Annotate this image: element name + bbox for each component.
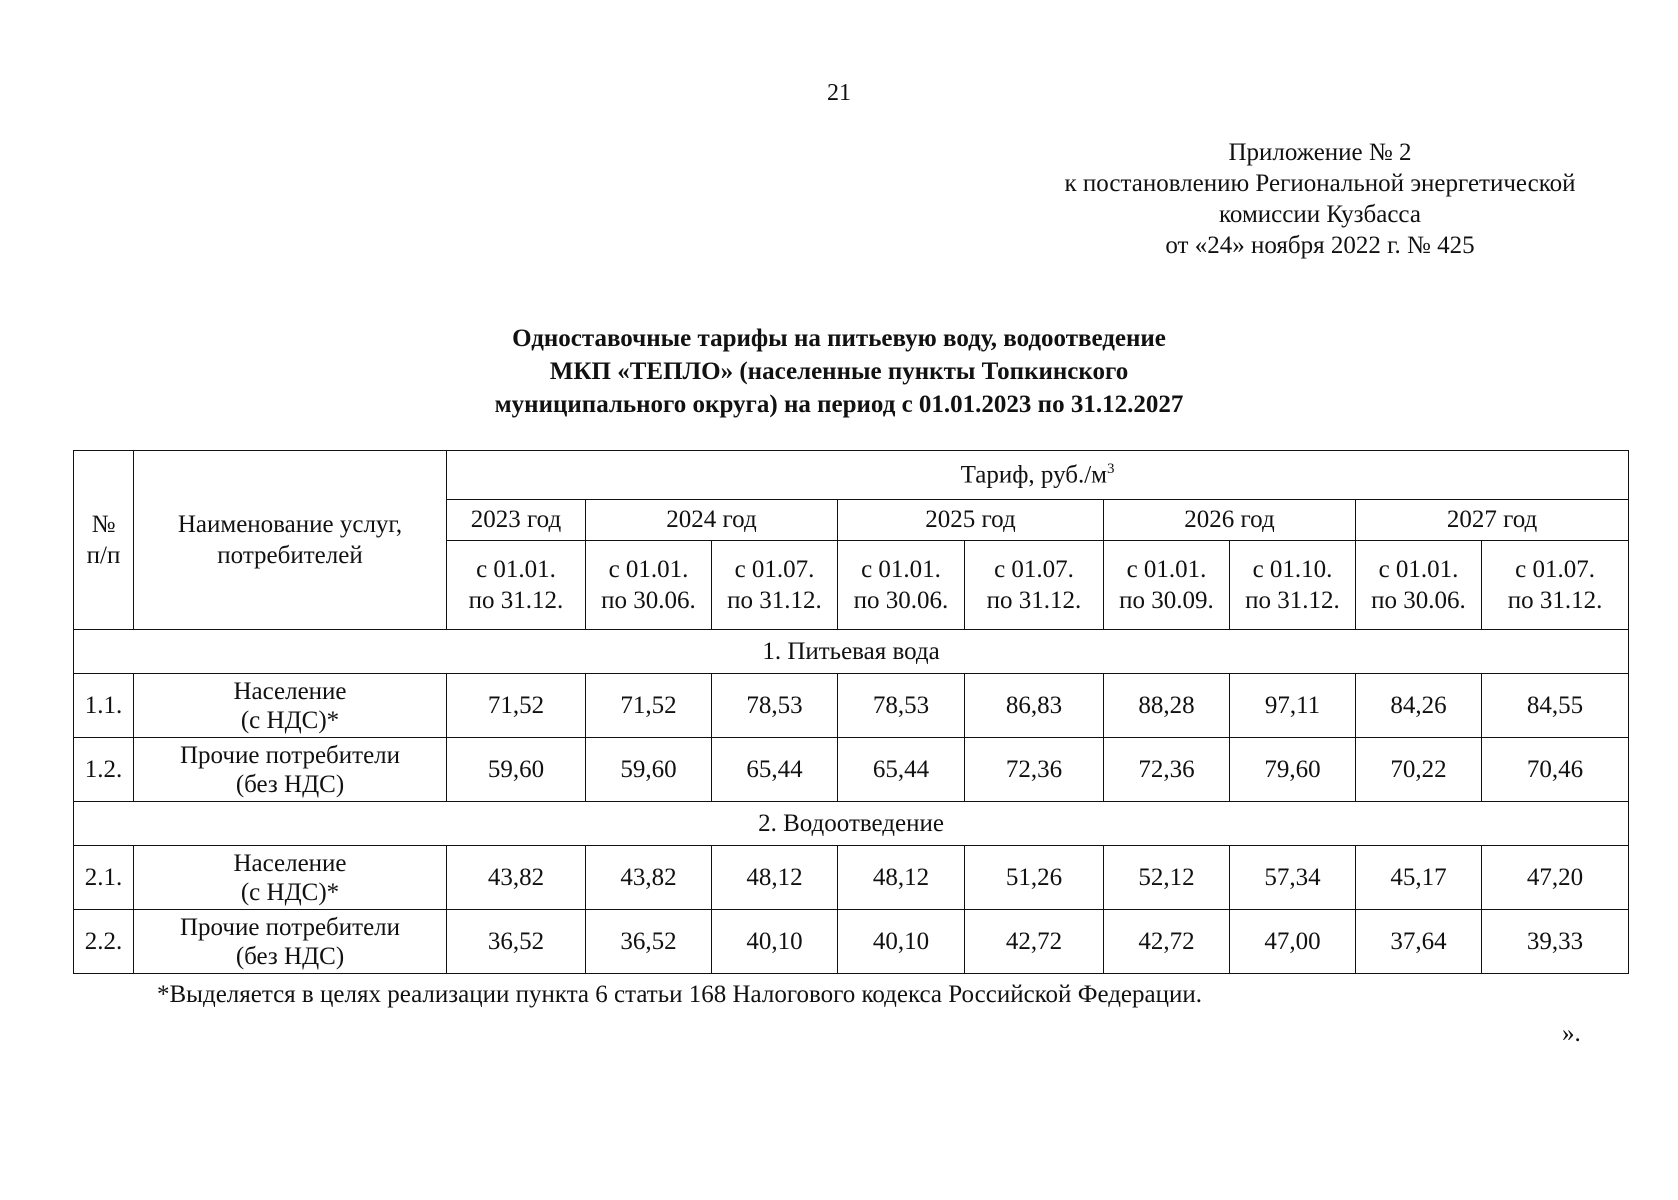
period-from: с 01.01. bbox=[861, 556, 941, 583]
tariff-value: 79,60 bbox=[1230, 738, 1356, 802]
tariff-value: 51,26 bbox=[965, 846, 1104, 910]
header-tariff bbox=[447, 451, 1629, 500]
tariff-value: 52,12 bbox=[1104, 846, 1230, 910]
header-period bbox=[1230, 541, 1356, 630]
period-to: по 31.12. bbox=[468, 587, 564, 614]
tariff-value: 48,12 bbox=[712, 846, 838, 910]
tariff-value: 59,60 bbox=[586, 738, 712, 802]
document-title bbox=[0, 322, 1678, 421]
tariff-value: 84,26 bbox=[1356, 674, 1482, 738]
table-row bbox=[74, 910, 1629, 974]
appendix-line-3: комиссии Кузбасса bbox=[1219, 201, 1421, 228]
tariff-value: 97,11 bbox=[1230, 674, 1356, 738]
period-to: по 30.09. bbox=[1119, 587, 1214, 614]
header-year: 2023 год bbox=[447, 500, 586, 541]
period-from: с 01.01. bbox=[1126, 556, 1207, 583]
tariff-value: 71,52 bbox=[586, 674, 712, 738]
period-to: по 31.12. bbox=[1507, 587, 1603, 614]
header-period bbox=[586, 541, 712, 630]
tariff-value: 48,12 bbox=[838, 846, 965, 910]
tariff-value: 86,83 bbox=[965, 674, 1104, 738]
table-row bbox=[74, 674, 1629, 738]
header-period bbox=[1356, 541, 1482, 630]
title-line-1: Одноставочные тарифы на питьевую воду, водоотведение bbox=[512, 325, 1166, 352]
tariff-value: 70,46 bbox=[1482, 738, 1629, 802]
table-row bbox=[74, 738, 1629, 802]
title-line-2: МКП «ТЕПЛО» (населенные пункты Топкинского bbox=[549, 358, 1129, 385]
row-name-line-1: Прочие потребители bbox=[179, 913, 401, 941]
period-to: по 31.12. bbox=[727, 587, 822, 614]
period-from: с 01.01. bbox=[476, 556, 556, 583]
header-period bbox=[1104, 541, 1230, 630]
period-to: по 31.12. bbox=[1245, 587, 1340, 614]
row-number: 2.1. bbox=[74, 846, 134, 910]
page-number: 21 bbox=[827, 80, 851, 106]
header-period bbox=[838, 541, 965, 630]
row-name-line-2: (без НДС) bbox=[235, 770, 345, 798]
closing-quote: ». bbox=[1562, 1020, 1581, 1047]
tariff-table bbox=[73, 450, 1629, 974]
header-year: 2024 год bbox=[586, 500, 838, 541]
header-period bbox=[712, 541, 838, 630]
tariff-value: 39,33 bbox=[1482, 910, 1629, 974]
tariff-value: 47,00 bbox=[1230, 910, 1356, 974]
row-name-line-2: (с НДС)* bbox=[240, 706, 340, 734]
tariff-value: 72,36 bbox=[1104, 738, 1230, 802]
section-title: 1. Питьевая вода bbox=[74, 630, 1629, 674]
header-tariff-sup: 3 bbox=[1106, 460, 1115, 477]
period-from: с 01.10. bbox=[1252, 556, 1333, 583]
tariff-value: 70,22 bbox=[1356, 738, 1482, 802]
row-name bbox=[134, 738, 447, 802]
tariff-value: 37,64 bbox=[1356, 910, 1482, 974]
header-num-line-1: № bbox=[91, 511, 116, 538]
row-name-line-1: Население bbox=[233, 677, 347, 705]
header-name-line-2: потребителей bbox=[217, 542, 363, 569]
row-name-line-1: Население bbox=[233, 849, 347, 877]
header-period bbox=[1482, 541, 1629, 630]
table-row bbox=[74, 846, 1629, 910]
period-from: с 01.07. bbox=[1515, 556, 1595, 583]
tariff-value: 43,82 bbox=[586, 846, 712, 910]
tariff-value: 72,36 bbox=[965, 738, 1104, 802]
period-to: по 30.06. bbox=[1371, 587, 1466, 614]
period-to: по 30.06. bbox=[601, 587, 696, 614]
header-year: 2025 год bbox=[838, 500, 1104, 541]
row-name-line-1: Прочие потребители bbox=[179, 741, 401, 769]
header-tariff-text: Тариф, руб./м bbox=[960, 461, 1107, 489]
header-name bbox=[134, 451, 447, 630]
row-name-line-2: (с НДС)* bbox=[240, 878, 340, 906]
period-from: с 01.01. bbox=[608, 556, 689, 583]
period-from: с 01.01. bbox=[1378, 556, 1459, 583]
header-period bbox=[965, 541, 1104, 630]
tariff-value: 45,17 bbox=[1356, 846, 1482, 910]
header-num-line-2: п/п bbox=[86, 542, 121, 569]
period-from: с 01.07. bbox=[734, 556, 815, 583]
period-to: по 31.12. bbox=[986, 587, 1082, 614]
row-name-line-2: (без НДС) bbox=[235, 942, 345, 970]
section-title: 2. Водоотведение bbox=[74, 802, 1629, 846]
tariff-value: 65,44 bbox=[838, 738, 965, 802]
title-line-3: муниципального округа) на период с 01.01.2023 по 31.12.2027 bbox=[494, 391, 1184, 418]
tariff-value: 78,53 bbox=[838, 674, 965, 738]
section-row bbox=[74, 802, 1629, 846]
tariff-value: 88,28 bbox=[1104, 674, 1230, 738]
footnote: *Выделяется в целях реализации пункта 6 статьи 168 Налогового кодекса Российской Федерации. bbox=[157, 981, 1203, 1008]
header-period bbox=[447, 541, 586, 630]
appendix-line-4: от «24» ноября 2022 г. № 425 bbox=[1165, 232, 1475, 259]
tariff-value: 78,53 bbox=[712, 674, 838, 738]
period-from: с 01.07. bbox=[994, 556, 1074, 583]
tariff-value: 43,82 bbox=[447, 846, 586, 910]
appendix-block bbox=[1030, 137, 1610, 261]
row-number: 1.2. bbox=[74, 738, 134, 802]
section-row bbox=[74, 630, 1629, 674]
tariff-value: 47,20 bbox=[1482, 846, 1629, 910]
row-number: 1.1. bbox=[74, 674, 134, 738]
tariff-value: 42,72 bbox=[1104, 910, 1230, 974]
header-year: 2026 год bbox=[1104, 500, 1356, 541]
appendix-line-2: к постановлению Региональной энергетической bbox=[1064, 170, 1576, 197]
header-name-line-1: Наименование услуг, bbox=[177, 511, 403, 538]
header-year: 2027 год bbox=[1356, 500, 1629, 541]
tariff-value: 40,10 bbox=[838, 910, 965, 974]
tariff-value: 84,55 bbox=[1482, 674, 1629, 738]
row-name bbox=[134, 674, 447, 738]
tariff-value: 71,52 bbox=[447, 674, 586, 738]
tariff-value: 42,72 bbox=[965, 910, 1104, 974]
tariff-value: 40,10 bbox=[712, 910, 838, 974]
tariff-value: 65,44 bbox=[712, 738, 838, 802]
period-to: по 30.06. bbox=[853, 587, 949, 614]
header-num bbox=[74, 451, 134, 630]
row-name bbox=[134, 910, 447, 974]
tariff-value: 59,60 bbox=[447, 738, 586, 802]
tariff-value: 36,52 bbox=[447, 910, 586, 974]
row-name bbox=[134, 846, 447, 910]
tariff-value: 57,34 bbox=[1230, 846, 1356, 910]
tariff-value: 36,52 bbox=[586, 910, 712, 974]
row-number: 2.2. bbox=[74, 910, 134, 974]
appendix-line-1: Приложение № 2 bbox=[1228, 139, 1412, 166]
